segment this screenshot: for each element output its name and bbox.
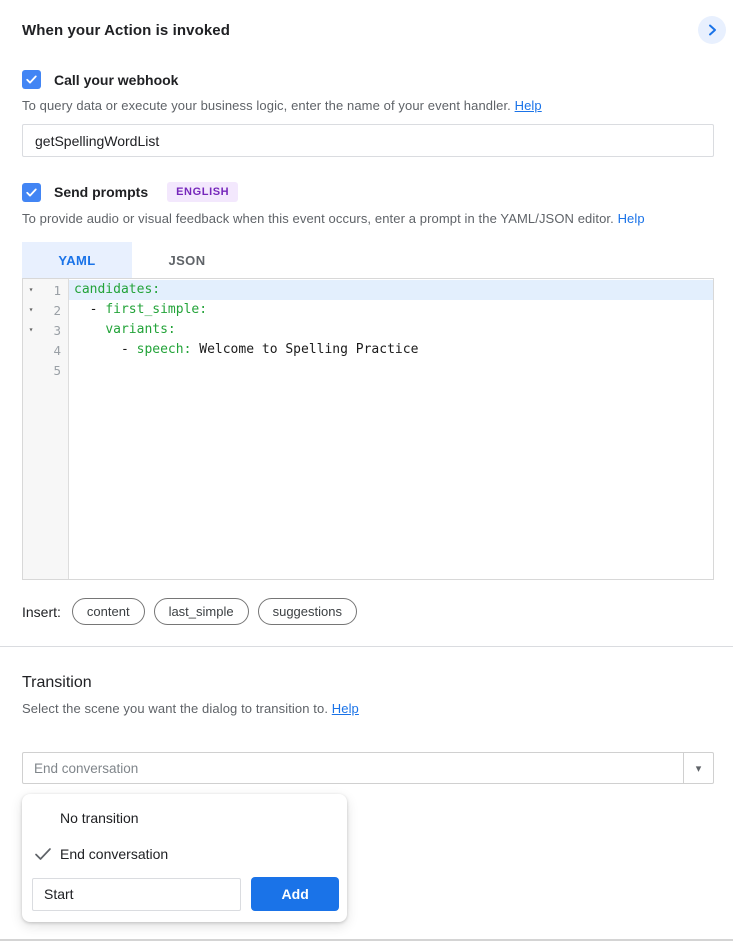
menu-item-label: No transition <box>60 810 139 826</box>
menu-item-no-transition[interactable] <box>22 800 347 836</box>
code-token <box>74 322 105 337</box>
expand-panel-button[interactable] <box>698 16 726 44</box>
prompts-help-link[interactable]: Help <box>617 211 645 226</box>
prompts-checkbox[interactable] <box>22 183 41 202</box>
scene-dropdown-menu <box>22 794 347 922</box>
scene-select[interactable] <box>22 752 714 784</box>
tab-yaml[interactable]: YAML <box>22 242 132 278</box>
line-number: 1 <box>53 282 61 298</box>
chevron-right-icon <box>703 21 721 39</box>
dropdown-arrow-icon[interactable]: ▾ <box>683 753 713 783</box>
insert-chip-last-simple[interactable]: last_simple <box>154 598 249 625</box>
gutter-row <box>23 340 68 360</box>
code-token: - <box>74 302 106 317</box>
transition-help-link[interactable]: Help <box>331 701 359 716</box>
line-number: 3 <box>53 322 61 338</box>
editor-code[interactable] <box>69 279 713 579</box>
code-line[interactable] <box>69 340 713 360</box>
transition-helper-text: Select the scene you want the dialog to transition to. <box>22 701 329 716</box>
line-number: 5 <box>53 362 61 378</box>
line-number: 4 <box>53 342 61 358</box>
section-divider <box>0 646 733 647</box>
code-token: candidates: <box>74 282 161 297</box>
code-line[interactable] <box>69 280 713 300</box>
webhook-helper-text: To query data or execute your business logic, enter the name of your event handler. <box>22 98 511 113</box>
menu-item-end-conversation[interactable] <box>22 836 347 872</box>
language-badge: ENGLISH <box>167 182 238 202</box>
insert-label: Insert: <box>22 603 61 620</box>
insert-row <box>22 598 733 625</box>
gutter-row <box>23 360 68 380</box>
prompts-label: Send prompts <box>54 184 149 200</box>
code-token: variants: <box>105 322 176 337</box>
insert-chip-content[interactable]: content <box>72 598 145 625</box>
insert-chip-suggestions[interactable]: suggestions <box>258 598 357 625</box>
gutter-row <box>23 280 68 300</box>
transition-helper <box>22 701 733 716</box>
code-token: speech: <box>136 342 192 357</box>
code-token: - <box>74 342 137 357</box>
event-handler-input[interactable] <box>22 124 714 157</box>
yaml-editor[interactable] <box>22 278 714 580</box>
scene-select-value: End conversation <box>34 760 139 776</box>
tab-json[interactable]: JSON <box>168 252 206 268</box>
gutter-row <box>23 320 68 340</box>
add-scene-row <box>22 872 347 911</box>
panel-header <box>0 0 733 44</box>
new-scene-input[interactable] <box>32 878 241 911</box>
webhook-checkbox[interactable] <box>22 70 41 89</box>
prompts-helper-text: To provide audio or visual feedback when this event occurs, enter a prompt in the YAML/JSON editor. <box>22 211 614 226</box>
code-line[interactable] <box>69 360 713 380</box>
prompts-checkbox-row <box>22 182 733 202</box>
editor-gutter <box>23 279 69 579</box>
check-icon <box>25 186 38 199</box>
code-line[interactable] <box>69 320 713 340</box>
menu-item-label: End conversation <box>60 846 169 862</box>
fold-toggle-icon[interactable]: ▾ <box>28 305 34 314</box>
webhook-helper <box>22 98 733 113</box>
gutter-row <box>23 300 68 320</box>
page-title: When your Action is invoked <box>22 21 230 39</box>
code-line[interactable] <box>69 300 713 320</box>
webhook-help-link[interactable]: Help <box>514 98 542 113</box>
webhook-label: Call your webhook <box>54 71 179 88</box>
line-number: 2 <box>53 302 61 318</box>
add-scene-button[interactable]: Add <box>251 877 339 911</box>
transition-title: Transition <box>22 674 92 691</box>
code-token: Welcome to Spelling Practice <box>191 342 419 357</box>
code-token: first_simple: <box>105 302 208 317</box>
editor-tabs <box>22 242 733 278</box>
check-icon <box>25 73 38 86</box>
fold-toggle-icon[interactable]: ▾ <box>28 325 34 334</box>
fold-toggle-icon[interactable]: ▾ <box>28 285 34 294</box>
prompts-helper <box>22 211 733 226</box>
webhook-checkbox-row <box>22 70 733 89</box>
bottom-divider <box>0 939 733 941</box>
selected-check-icon <box>34 847 60 861</box>
